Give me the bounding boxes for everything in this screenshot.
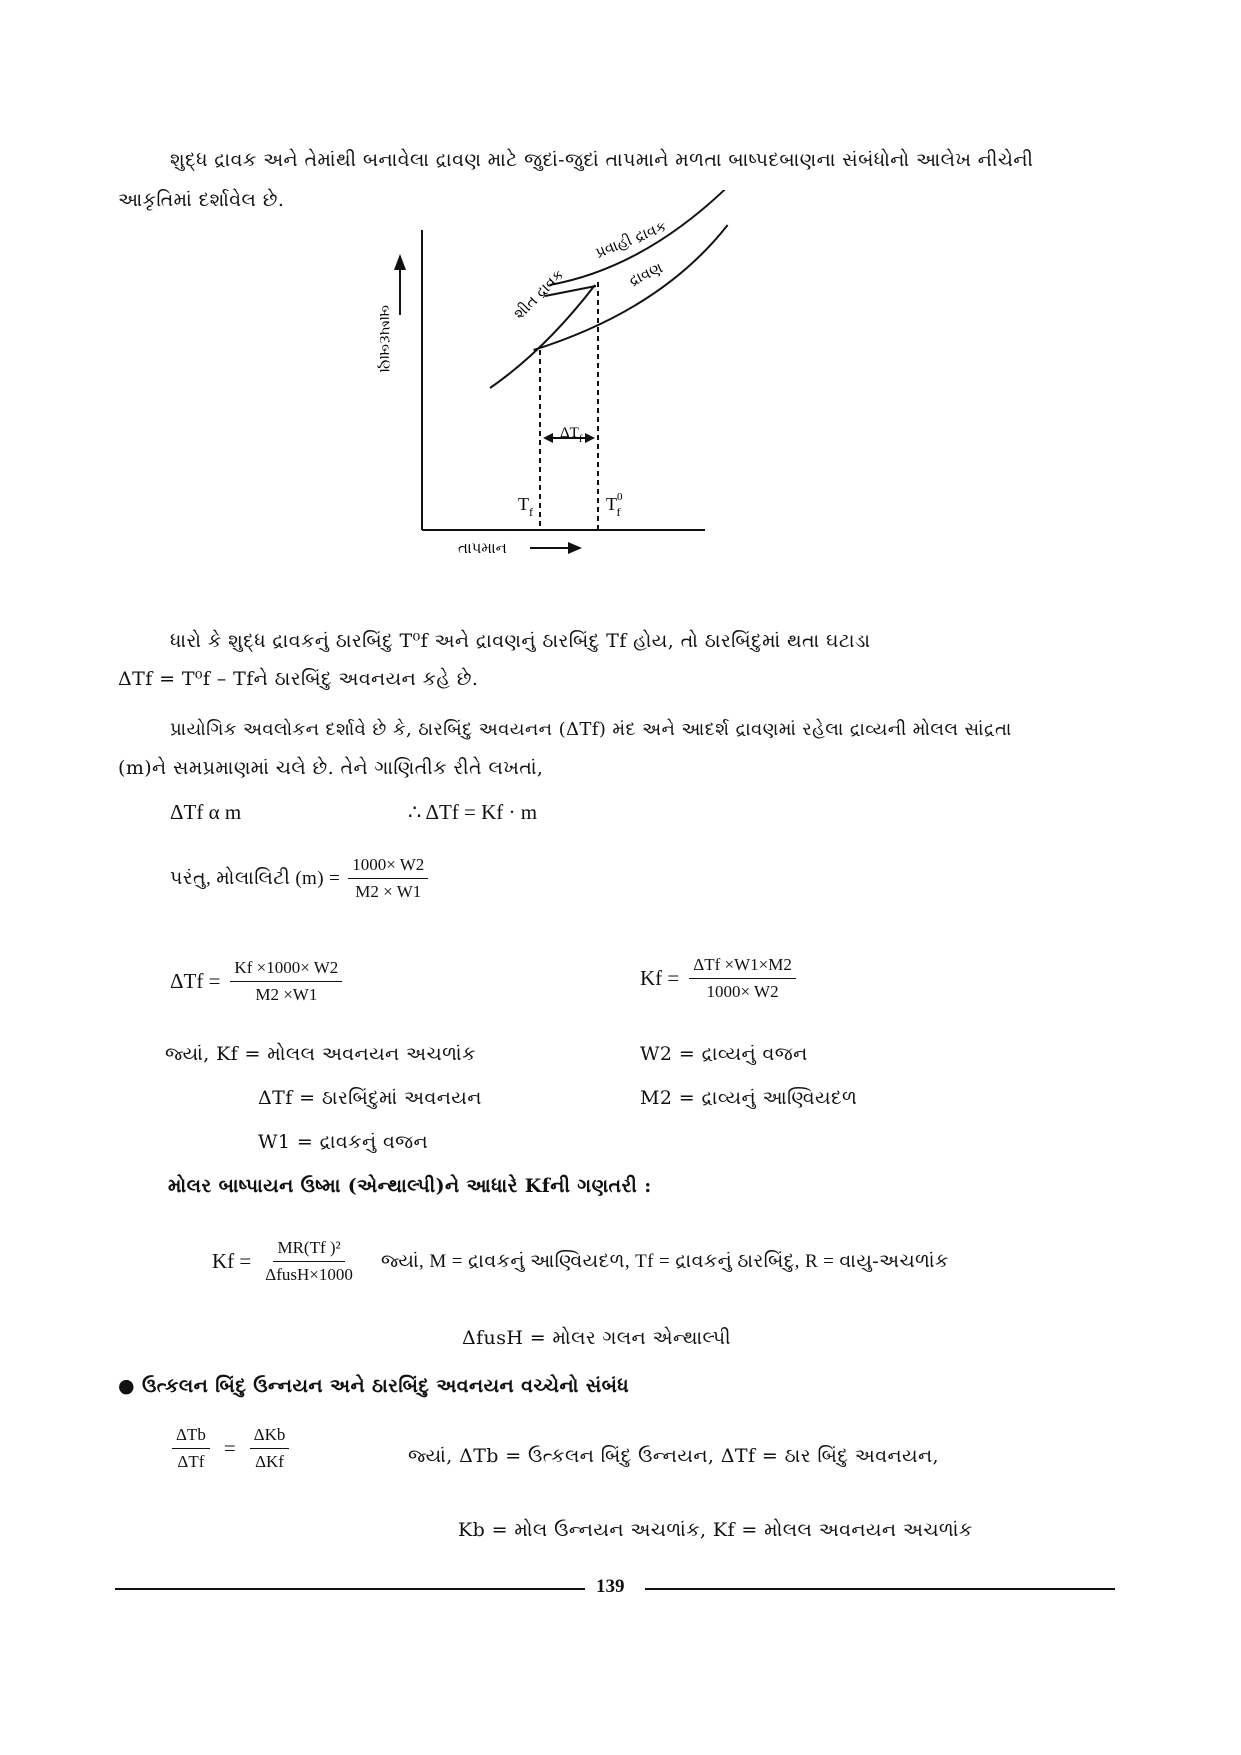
heading-relation: ● ઉત્કલન બિંદુ ઉન્નયન અને ઠારબિંદુ અવનયન વચ્ચેનો સંબંધ: [118, 1375, 630, 1397]
para3-line-2: (m)ને સમપ્રમાણમાં ચલે છે. તેને ગાણિતીક રીતે લખતાં,: [118, 757, 544, 779]
def-w2: W2 = દ્રાવ્યનું વજન: [640, 1043, 808, 1065]
def-kf: જ્યાં, Kf = મોલલ અવનયન અચળાંક: [165, 1043, 476, 1065]
delta-arrow-right-head: [585, 433, 595, 443]
eq4-left-num: ΔTb: [172, 1425, 210, 1449]
eq2-right-num: ΔTf ×W1×M2: [689, 955, 796, 979]
eq3-lhs: Kf =: [212, 1249, 252, 1273]
eq4: [172, 1425, 289, 1472]
x-arrow-head: [568, 542, 582, 554]
def-w1: W1 = દ્રાવકનું વજન: [258, 1131, 429, 1153]
eq2-left: [170, 958, 342, 1005]
molality-den: M2 × W1: [355, 882, 422, 901]
molality-prefix: પરંતુ, મોલાલિટી (m) =: [170, 867, 341, 889]
page-number: 139: [596, 1576, 625, 1597]
eq3-fus: ΔfusH = મોલર ગલન એન્થાલ્પી: [462, 1327, 731, 1349]
eq3: [212, 1238, 949, 1285]
heading-kf-calculation: મોલર બાષ્પાયન ઉષ્મા (એન્થાલ્પી)ને આધારે Kfની ગણતરી :: [168, 1175, 652, 1197]
eq1-left: ΔTf α m: [170, 800, 242, 824]
eq4-left-fraction: [172, 1425, 210, 1472]
eq2-right-den: 1000× W2: [706, 982, 779, 1001]
eq2-left-num: Kf ×1000× W2: [230, 958, 342, 982]
eq4-right-den: ΔKf: [255, 1452, 284, 1471]
y-axis-label: બાષ્પદબાણ: [376, 305, 394, 373]
delta-tf-label: $\Delta T_f$: [560, 425, 583, 445]
eq2-right: [640, 955, 796, 1002]
eq4-where-1: જ્યાં, ΔTb = ઉત્કલન બિંદુ ઉન્નયન, ΔTf = ઠાર બિંદુ અવનયન,: [408, 1445, 939, 1467]
eq4-equals: =: [223, 1436, 236, 1460]
eq2-left-fraction: [230, 958, 342, 1005]
eq3-num: MR(Tf )²: [273, 1238, 344, 1262]
intro-line-2: આકૃતિમાં દર્શાવેલ છે.: [118, 189, 285, 211]
eq2-right-lhs: Kf =: [640, 966, 680, 990]
eq2-left-den: M2 ×W1: [255, 985, 318, 1004]
eq2-right-fraction: [689, 955, 796, 1002]
eq3-den: ΔfusH×1000: [265, 1265, 353, 1284]
para3-line-1: પ્રાયોગિક અવલોકન દર્શાવે છે કે, ઠારબિંદુ અવયનન (ΔTf) મંદ અને આદર્શ દ્રાવણમાં રહેલા દ્રાવ્યની મોલલ સાંદ્રતા: [170, 719, 1012, 740]
x-axis-label: તાપમાન: [458, 539, 507, 557]
eq4-right-num: ΔKb: [250, 1425, 290, 1449]
intro-line-1: શુદ્ધ દ્રાવક અને તેમાંથી બનાવેલા દ્રાવણ માટે જુદાં-જુદાં તાપમાને મળતા બાષ્પદબાણના સંબંધોનો આલેખ નીચેની: [170, 149, 1034, 171]
def-m2: M2 = દ્રાવ્યનું આણ્વિયદળ: [640, 1087, 858, 1109]
para2-line-1: ધારો કે શુદ્ધ દ્રાવકનું ઠારબિંદુ T⁰f અને દ્રાવણનું ઠારબિંદુ Tf હોય, તો ઠારબિંદુમાં થતા ઘટાડા: [170, 630, 871, 652]
tf-label: $T_f$: [518, 494, 533, 519]
eq4-where-2: Kb = મોલ ઉન્નયન અચળાંક, Kf = મોલલ અવનયન અચળાંક: [458, 1519, 973, 1541]
molality-num: 1000× W2: [348, 855, 428, 879]
y-arrow-head: [394, 254, 406, 270]
curve-liquid-label: પ્રવાહી દ્રાવક: [592, 216, 670, 262]
para2-line-2: ΔTf = T⁰f – Tfને ઠારબિંદુ અવનયન કહે છે.: [118, 668, 479, 690]
eq2-left-lhs: ΔTf =: [170, 969, 221, 993]
eq1-right: ∴ ΔTf = Kf · m: [408, 800, 538, 824]
eq4-left-den: ΔTf: [177, 1452, 205, 1471]
footer-rule-left: [115, 1588, 585, 1590]
vapour-pressure-figure: [370, 190, 740, 560]
eq3-where: જ્યાં, M = દ્રાવકનું આણ્વિયદળ, Tf = દ્રાવકનું ઠારબિંદુ, R = વાયુ-અચળાંક: [380, 1250, 949, 1272]
eq4-right-fraction: [250, 1425, 290, 1472]
eq3-fraction: [261, 1238, 357, 1285]
delta-arrow-left-head: [543, 433, 553, 443]
molality-equation: [170, 855, 428, 902]
molality-fraction: [348, 855, 428, 902]
tf0-label: $T^0$ f: [606, 491, 623, 519]
curve-solid-label: શીત દ્રાવક: [510, 265, 568, 323]
curve-solution-label: દ્રાવણ: [626, 258, 666, 290]
def-dtf: ΔTf = ઠારબિંદુમાં અવનયન: [258, 1087, 482, 1109]
footer-rule-right: [645, 1588, 1115, 1590]
